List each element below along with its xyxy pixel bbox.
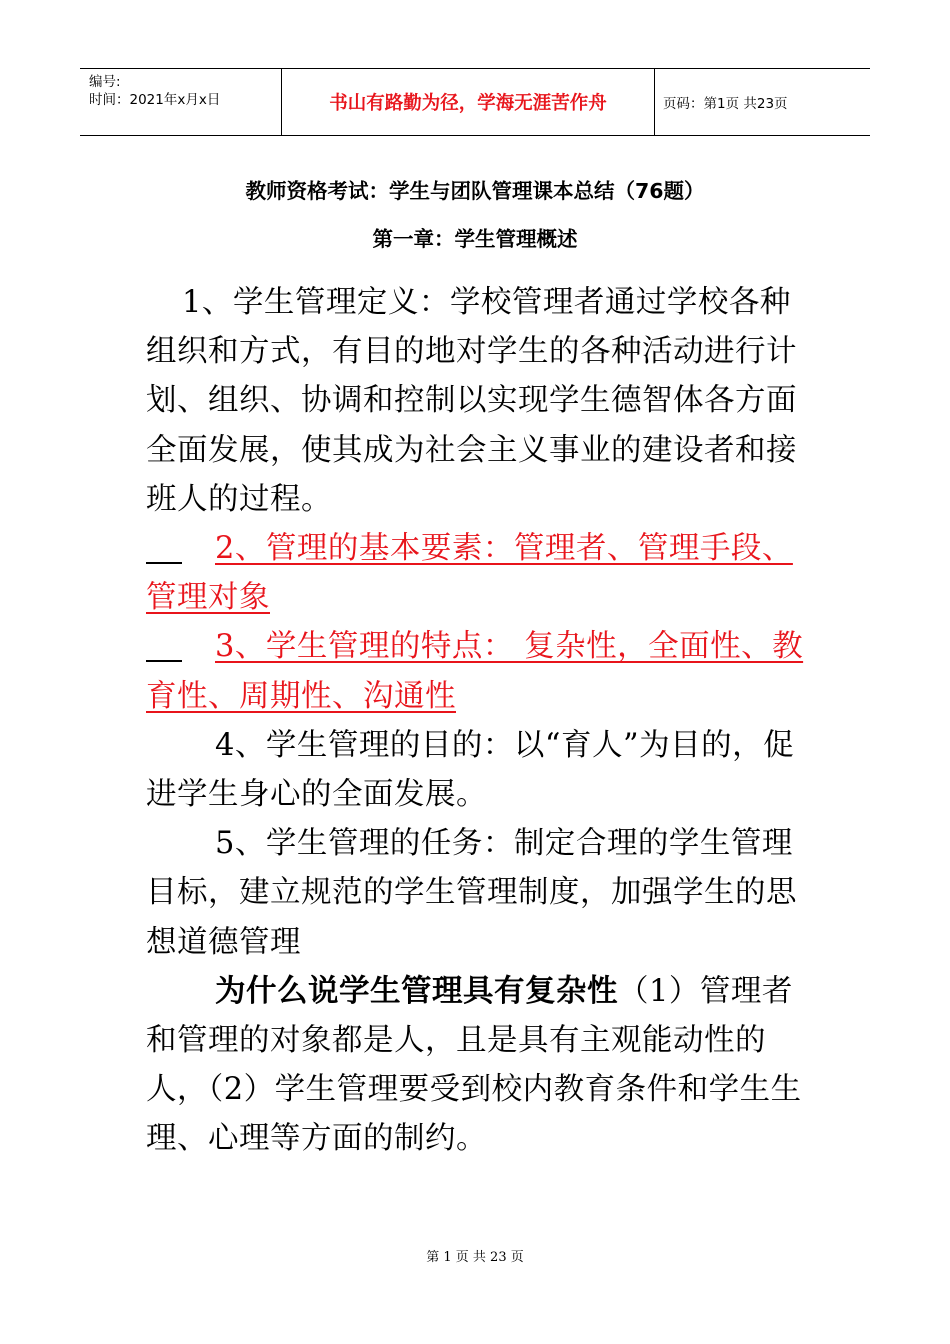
blank-line: [146, 561, 182, 564]
paragraph-1: 1、学生管理定义：学校管理者通过学校各种组织和方式，有目的地对学生的各种活动进行计划、组织、协调和控制以实现学生德智体各方面全面发展，使其成为社会主义事业的建设者和接班人的过程。: [146, 285, 797, 517]
paragraph-4: 4、学生管理的目的：以“育人”为目的，促进学生身心的全面发展。: [146, 727, 795, 813]
paragraph-3: [146, 622, 806, 720]
time-label: 时间：2021年x月x日: [89, 92, 221, 108]
chapter-title: 第一章：学生管理概述: [372, 227, 578, 251]
header-table: [80, 68, 870, 136]
paragraph-5: 5、学生管理的任务：制定合理的学生管理目标，建立规范的学生管理制度，加强学生的思想道德管理: [146, 826, 797, 960]
paragraph-2-text: 2、管理的基本要素：管理者、管理手段、管理对象: [146, 531, 793, 616]
document-body: [146, 278, 806, 1164]
paragraph-6-lead: 为什么说学生管理具有复杂性: [215, 973, 618, 1009]
paragraph-2: [146, 524, 806, 622]
paragraph-6: [146, 967, 806, 1164]
header-page-info: 页码：第1页 共23页: [663, 96, 788, 112]
number-label: 编号:: [89, 74, 121, 90]
page-footer: 第 1 页 共 23 页: [426, 1250, 524, 1265]
paragraph-6-rest: （1）管理者和管理的对象都是人，且是具有主观能动性的人，（2）学生管理要受到校内教育条件和学生生理、心理等方面的制约。: [146, 973, 802, 1157]
paragraph-3-text: 3、学生管理的特点： 复杂性，全面性、教育性、周期性、沟通性: [146, 629, 804, 714]
blank-line: [146, 659, 182, 662]
header-meta-cell: [80, 69, 282, 135]
header-motto: 书山有路勤为径，学海无涯苦作舟: [282, 69, 655, 135]
document-title: 教师资格考试：学生与团队管理课本总结（76题）: [245, 179, 705, 203]
